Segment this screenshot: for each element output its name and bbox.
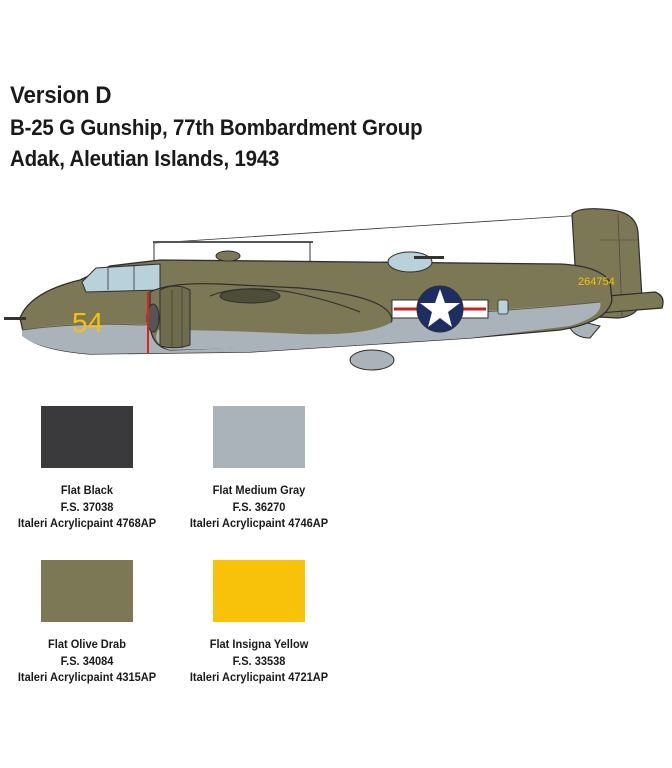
color-swatch bbox=[41, 406, 133, 468]
color-paint-code: Italeri Acrylicpaint 4768AP bbox=[17, 516, 157, 530]
color-name: Flat Medium Gray bbox=[212, 483, 306, 497]
color-flat-insignia-yellow bbox=[164, 560, 354, 686]
color-name: Flat Olive Drab bbox=[48, 637, 126, 651]
aircraft-title: B-25 G Gunship, 77th Bombardment Group bbox=[10, 115, 423, 140]
color-fs-code: F.S. 36270 bbox=[232, 499, 286, 514]
color-name: Flat Black bbox=[60, 483, 114, 497]
color-paint-code: Italeri Acrylicpaint 4315AP bbox=[17, 670, 157, 684]
top-turret bbox=[388, 252, 432, 272]
color-name: Flat Insigna Yellow bbox=[209, 637, 309, 651]
antenna-mast bbox=[153, 241, 313, 243]
color-fs-code: F.S. 33538 bbox=[232, 653, 286, 668]
engine-cowling bbox=[160, 286, 190, 348]
color-flat-black bbox=[0, 406, 182, 532]
b25-aircraft-profile bbox=[0, 200, 672, 380]
antenna-wire bbox=[155, 214, 600, 243]
tail-serial: 264754 bbox=[578, 276, 615, 288]
color-fs-code: F.S. 34084 bbox=[60, 653, 114, 668]
color-flat-olive-drab bbox=[0, 560, 182, 686]
color-fs-code: F.S. 37038 bbox=[60, 499, 114, 514]
color-swatch bbox=[41, 560, 133, 622]
color-swatch bbox=[213, 406, 305, 468]
cockpit-canopy bbox=[82, 264, 160, 292]
color-paint-code: Italeri Acrylicpaint 4721AP bbox=[189, 670, 329, 684]
color-swatch bbox=[213, 560, 305, 622]
version-title: Version D bbox=[10, 82, 112, 109]
color-flat-medium-gray bbox=[164, 406, 354, 532]
nose-number: 54 bbox=[72, 307, 104, 338]
color-paint-code: Italeri Acrylicpaint 4746AP bbox=[189, 516, 329, 530]
location-title: Adak, Aleutian Islands, 1943 bbox=[10, 146, 280, 171]
